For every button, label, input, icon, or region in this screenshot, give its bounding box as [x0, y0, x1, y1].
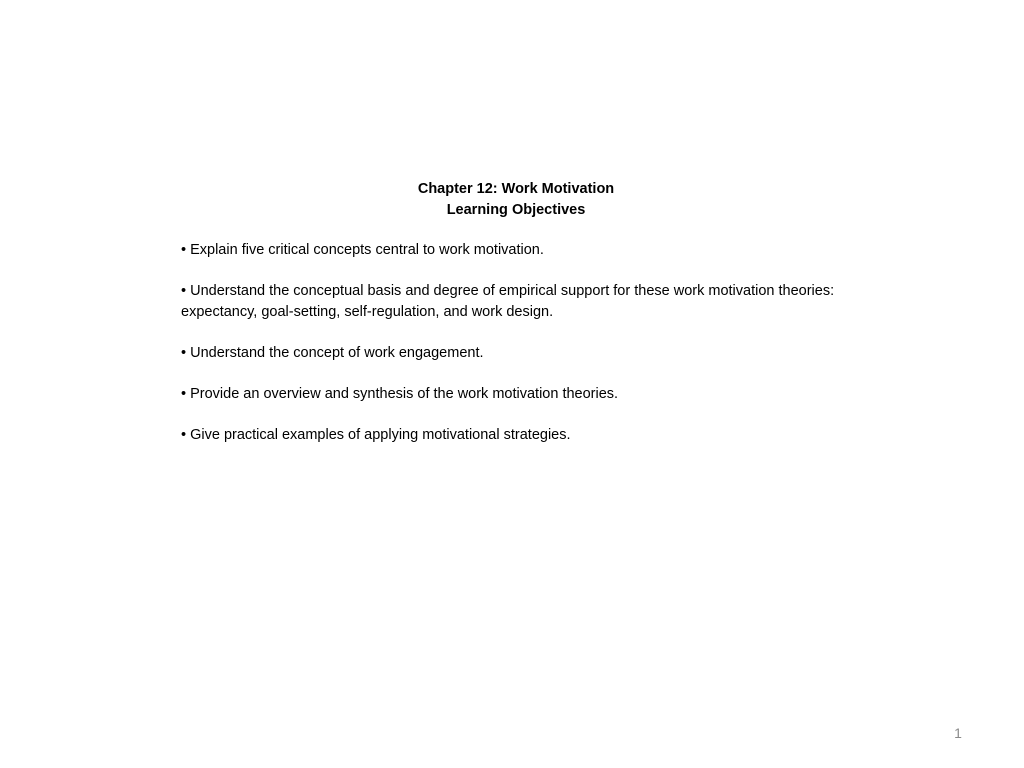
chapter-title: Chapter 12: Work Motivation [417, 181, 615, 197]
objective-item: • Understand the conceptual basis and degree of empirical support for these work motivation theories: expectancy, goal-setting, self-regulation, and work design. [181, 283, 835, 320]
objective-item: • Explain five critical concepts central to work motivation. [181, 242, 544, 258]
slide-title [0, 179, 1024, 221]
objective-item: • Provide an overview and synthesis of the work motivation theories. [181, 385, 619, 402]
section-subtitle: Learning Objectives [446, 202, 586, 218]
objective-item: • Understand the concept of work engagement. [181, 344, 484, 361]
objective-item: • Give practical examples of applying motivational strategies. [181, 426, 571, 443]
page-number: 1 [954, 725, 962, 741]
learning-objectives-list [181, 240, 861, 466]
